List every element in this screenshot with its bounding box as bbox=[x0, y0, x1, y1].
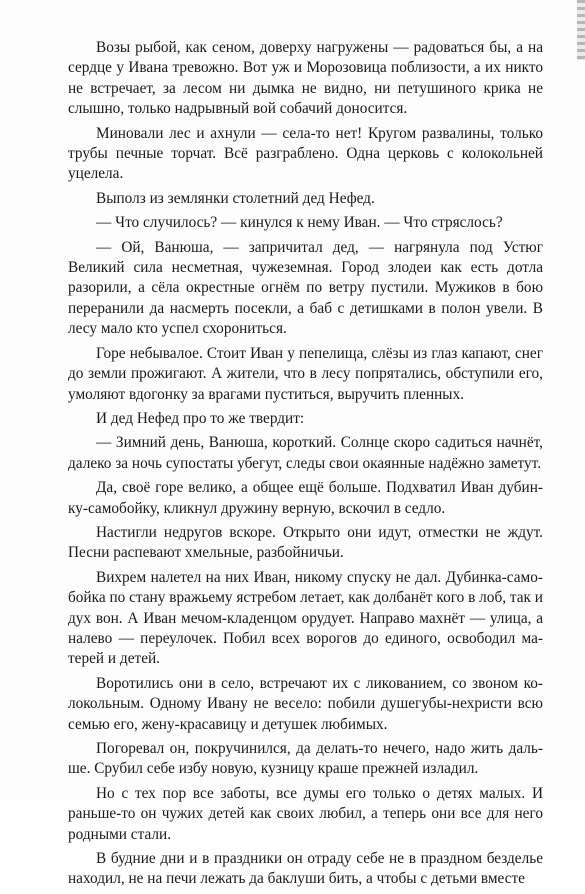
paragraph: Но с тех пор все заботы, все думы его только о детях малых. И раньше-то он чужих детей как своих любил, а теперь они все для него родными стали. bbox=[68, 784, 543, 843]
paragraph: Миновали лес и ахнули — села-то нет! Кругом развалины, только трубы печные торчат. Всё разграблено. Одна церковь с колокольней уцелела. bbox=[68, 124, 543, 183]
paragraph: Настигли недругов вскоре. Открыто они идут, отместки не ждут. Песни распевают хмельные, разбойничьи. bbox=[68, 523, 543, 562]
paragraph: — Зимний день, Ванюша, короткий. Солнце скоро садиться начнёт, далеко за ночь супостаты убегут, следы свои окаянные надёжно заметут. bbox=[68, 434, 543, 472]
paragraph: — Что случилось? — кинулся к нему Иван. — Что стряслось? bbox=[96, 214, 503, 232]
paragraph: Выполз из землянки столетний дед Нефед. bbox=[96, 189, 375, 207]
paragraph: Горе небывалое. Стоит Иван у пепелища, слёзы из глаз капают, снег до земли прожигают. А жители, что в лесу попрятались, обступили его, умоляют вдогонку за врагами пуститься, выручить пленных. bbox=[68, 344, 543, 403]
paragraph: Возы рыбой, как сеном, доверху нагружены — радоваться бы, а на сердце у Ивана тревожно. Вот уж и Морозовица поблизости, а их никто не встречает, за лесом ни дымка не видно, ни петушиного крика не слышно, только надрывный вой собачий доносится. bbox=[68, 39, 543, 118]
paragraph: Да, своё горе велико, а общее ещё больше. Подхватил Иван дубинку-самобойку, кликнул дружину верную, вскочил в седло. bbox=[68, 479, 543, 517]
paragraph: — Ой, Ванюша, — запричитал дед, — нагрянула под Устюг Великий сила несметная, чужеземная. Город злодеи как есть дотла разорили, а сёла окрестные огнём по ветру пустили. Мужиков в бою переранили да насмерть посекли, а баб с детишками в полон увели. В лесу мало кто успел схорониться. bbox=[68, 238, 543, 338]
paragraph: Вихрем налетел на них Иван, никому спуску не дал. Дубинка-самобойка по стану вражьему ястребом летает, как долбанёт кого в лоб, так и дух вон. А Иван мечом-кладенцом орудует. Направо махнёт — улица, а налево — переулочек. Побил всех ворогов до единого, освободил матерей и детей. bbox=[68, 568, 543, 668]
paragraph: Воротились они в село, встречают их с ликованием, со звоном колокольным. Одному Ивану не весело: побили душегубы-нехристи всю семью его, жену-красавицу и детушек любимых. bbox=[68, 674, 543, 733]
paragraph: И дед Нефед про то же твердит: bbox=[96, 409, 305, 427]
page-edge-mark bbox=[577, 0, 585, 60]
paragraph: Погоревал он, покручинился, да делать-то нечего, надо жить дальше. Срубил себе избу новую, кузницу краше прежней изладил. bbox=[68, 740, 543, 778]
paragraph: В будние дни и в праздники он отраду себе не в праздном безделье находил, не на печи лежать да баклуши бить, а чтобы с детьми вместе bbox=[68, 850, 543, 888]
story-text bbox=[68, 38, 543, 894]
